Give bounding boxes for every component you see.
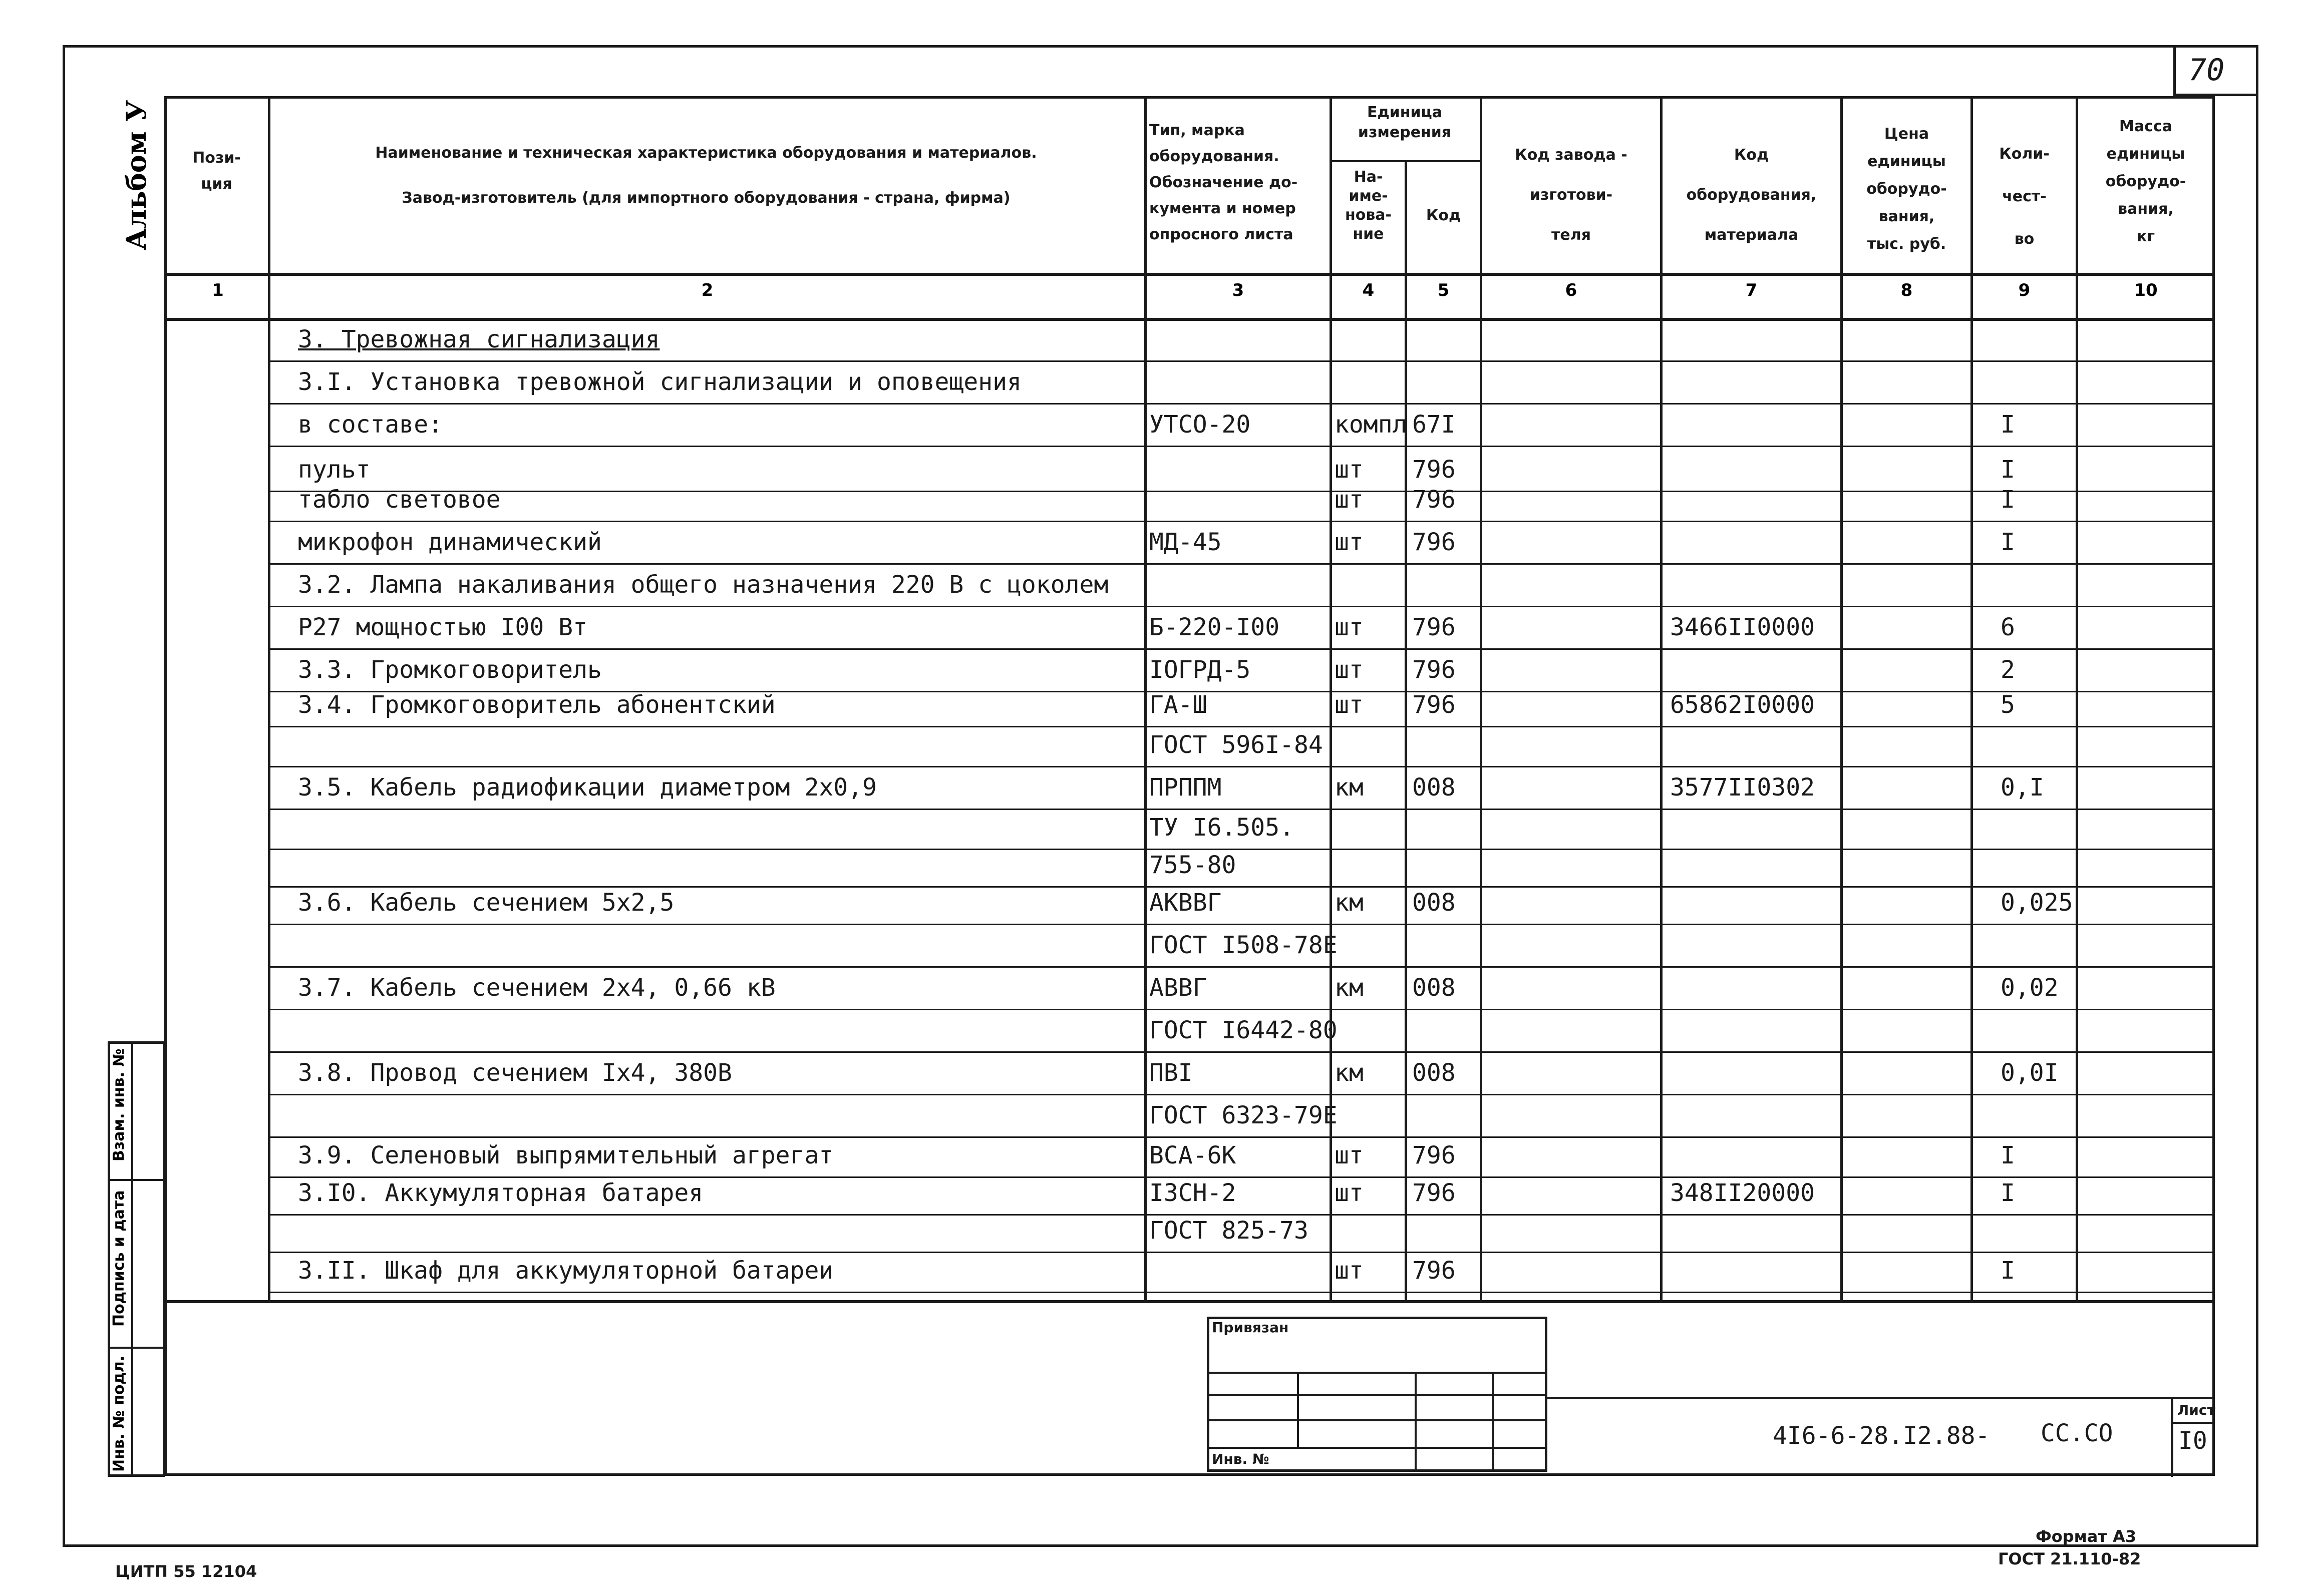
footer-left-code: ЦИТП 55 12104 bbox=[115, 1562, 257, 1581]
row-line bbox=[268, 809, 2215, 810]
col-line-1 bbox=[268, 96, 270, 1303]
colnum-7: 7 bbox=[1745, 280, 1758, 300]
row-name: 3.9. Селеновый выпрямительный агрегат bbox=[298, 1141, 834, 1169]
row-type: ГОСТ 825-73 bbox=[1149, 1217, 1308, 1245]
header-equipment-code: Код оборудования, материала bbox=[1686, 146, 1817, 244]
row-code: 796 bbox=[1412, 691, 1456, 719]
header-bottom-line bbox=[164, 273, 2215, 276]
row-name: 3.4. Громкоговоритель абонентский bbox=[298, 691, 776, 719]
privyazan-line-1 bbox=[1207, 1372, 1547, 1374]
sheet-box-left bbox=[2171, 1397, 2173, 1477]
row-code: 796 bbox=[1412, 1257, 1456, 1285]
side-stamp-podpis: Подпись и дата bbox=[110, 1190, 128, 1327]
colnum-10: 10 bbox=[2134, 280, 2158, 300]
row-name: в составе: bbox=[298, 411, 443, 439]
row-code: 796 bbox=[1412, 656, 1456, 684]
colnum-8: 8 bbox=[1900, 280, 1913, 300]
header-unit-code: Код bbox=[1426, 207, 1461, 224]
header-price: Цена единицы оборудо- вания, тыс. руб. bbox=[1866, 125, 1947, 253]
header-position: Пози- ция bbox=[192, 149, 241, 193]
header-unit-name: На- име- нова- ние bbox=[1345, 168, 1392, 243]
col-line-2 bbox=[1144, 96, 1147, 1303]
privyazan-vline-2 bbox=[1415, 1372, 1417, 1472]
row-line bbox=[268, 1009, 2215, 1010]
row-type: ГОСТ 6323-79Е bbox=[1149, 1101, 1338, 1129]
row-type: МД-45 bbox=[1149, 528, 1222, 556]
row-qty: I bbox=[2001, 411, 2015, 439]
row-code: 796 bbox=[1412, 1141, 1456, 1169]
privyazan-line-2 bbox=[1207, 1394, 1547, 1396]
row-qty: I bbox=[2001, 1179, 2015, 1207]
row-line bbox=[268, 886, 2215, 888]
row-name: 3.II. Шкаф для аккумуляторной батареи bbox=[298, 1257, 834, 1285]
side-stamp-divider bbox=[131, 1041, 133, 1477]
col-line-5 bbox=[1480, 96, 1482, 1303]
colnum-6: 6 bbox=[1565, 280, 1577, 300]
col-line-8 bbox=[1970, 96, 1973, 1303]
header-type: Тип, марка оборудования. Обозначение до- кумента и номер опросного листа bbox=[1149, 122, 1298, 243]
header-quantity: Коли- чест- во bbox=[1999, 145, 2050, 248]
row-type: ПРППМ bbox=[1149, 773, 1222, 802]
row-qty: I bbox=[2001, 1257, 2015, 1285]
row-code: 008 bbox=[1412, 889, 1456, 917]
row-qty: 6 bbox=[2001, 613, 2015, 641]
colnum-1: 1 bbox=[212, 280, 224, 300]
row-qty: 5 bbox=[2001, 691, 2015, 719]
row-unit: шт bbox=[1335, 456, 1364, 484]
side-stamp-vzam: Взам. инв. № bbox=[110, 1048, 128, 1161]
row-type: ГОСТ I6442-80 bbox=[1149, 1016, 1338, 1044]
privyazan-line-4 bbox=[1207, 1447, 1547, 1449]
row-code: 796 bbox=[1412, 528, 1456, 556]
corner-sheet-number: 70 bbox=[2188, 53, 2225, 88]
row-type: ГОСТ 596I-84 bbox=[1149, 731, 1323, 759]
row-unit: км bbox=[1335, 889, 1364, 917]
row-equip_code: 3466II0000 bbox=[1670, 613, 1815, 641]
side-stamp-line-1 bbox=[108, 1179, 165, 1181]
row-qty: 0,0I bbox=[2001, 1059, 2059, 1087]
row-line bbox=[268, 563, 2215, 565]
row-line bbox=[268, 403, 2215, 405]
header-name-line1: Наименование и техническая характеристика оборудования и материалов. bbox=[375, 144, 1037, 162]
row-unit: км bbox=[1335, 974, 1364, 1002]
privyazan-inv: Инв. № bbox=[1212, 1451, 1269, 1467]
row-qty: 0,025 bbox=[2001, 889, 2073, 917]
row-name: 3.8. Провод сечением Iх4, 380В bbox=[298, 1059, 732, 1087]
row-line bbox=[268, 1252, 2215, 1253]
row-name: 3.7. Кабель сечением 2х4, 0,66 кВ bbox=[298, 974, 776, 1002]
header-unit-group: Единица измерения bbox=[1358, 104, 1452, 141]
row-type: УТСО-20 bbox=[1149, 411, 1251, 439]
row-line bbox=[268, 648, 2215, 650]
privyazan-vline-3 bbox=[1492, 1372, 1494, 1472]
row-code: 008 bbox=[1412, 773, 1456, 802]
row-line bbox=[268, 521, 2215, 522]
sheet-number: I0 bbox=[2178, 1427, 2207, 1455]
row-qty: I bbox=[2001, 528, 2015, 556]
row-type: 755-80 bbox=[1149, 851, 1236, 879]
header-mass: Масса единицы оборудо- вания, кг bbox=[2105, 118, 2186, 245]
row-unit: км bbox=[1335, 1059, 1364, 1087]
row-name: микрофон динамический bbox=[298, 528, 602, 556]
row-name: Р27 мощностью I00 Вт bbox=[298, 613, 587, 641]
row-line bbox=[268, 726, 2215, 727]
sheet-label: Лист bbox=[2177, 1402, 2215, 1418]
row-unit: шт bbox=[1335, 656, 1364, 684]
row-unit: шт bbox=[1335, 486, 1364, 514]
row-qty: 2 bbox=[2001, 656, 2015, 684]
row-name: 3.5. Кабель радиофикации диаметром 2х0,9 bbox=[298, 773, 877, 802]
side-stamp-inv-podl: Инв. № подл. bbox=[110, 1355, 128, 1472]
row-unit: шт bbox=[1335, 1141, 1364, 1169]
colnum-bottom-line bbox=[164, 318, 2215, 321]
row-type: АВВГ bbox=[1149, 974, 1207, 1002]
row-name: пульт bbox=[298, 456, 371, 484]
row-type: I3СН-2 bbox=[1149, 1179, 1236, 1207]
row-code: 008 bbox=[1412, 974, 1456, 1002]
row-type: АКВВГ bbox=[1149, 889, 1222, 917]
row-equip_code: 65862I0000 bbox=[1670, 691, 1815, 719]
privyazan-vline-1 bbox=[1297, 1372, 1299, 1447]
row-qty: I bbox=[2001, 486, 2015, 514]
document-mark: СС.СО bbox=[2041, 1419, 2113, 1447]
col-line-7 bbox=[1840, 96, 1843, 1303]
row-line bbox=[268, 924, 2215, 925]
footer-gost: ГОСТ 21.110-82 bbox=[1998, 1549, 2141, 1568]
col-line-4 bbox=[1405, 160, 1407, 1303]
row-line bbox=[268, 966, 2215, 968]
row-code: 796 bbox=[1412, 613, 1456, 641]
row-name: 3. Тревожная сигнализация bbox=[298, 325, 660, 353]
col-line-9 bbox=[2076, 96, 2078, 1303]
row-line bbox=[268, 849, 2215, 850]
row-name: 3.2. Лампа накаливания общего назначения 220 В с цоколем bbox=[298, 571, 1109, 599]
album-label: Альбом У bbox=[120, 100, 152, 250]
row-name: 3.I. Установка тревожной сигнализации и оповещения bbox=[298, 368, 1022, 396]
row-equip_code: 348II20000 bbox=[1670, 1179, 1815, 1207]
colnum-2: 2 bbox=[701, 280, 714, 300]
row-type: IОГРД-5 bbox=[1149, 656, 1251, 684]
colnum-9: 9 bbox=[2018, 280, 2031, 300]
row-line bbox=[268, 1051, 2215, 1053]
row-code: 796 bbox=[1412, 486, 1456, 514]
header-factory-code: Код завода - изготови- теля bbox=[1515, 146, 1627, 244]
row-line bbox=[268, 1094, 2215, 1095]
row-unit: км bbox=[1335, 773, 1364, 802]
colnum-4: 4 bbox=[1362, 280, 1375, 300]
row-type: ГА-Ш bbox=[1149, 691, 1207, 719]
row-line bbox=[268, 446, 2215, 447]
row-code: 008 bbox=[1412, 1059, 1456, 1087]
row-unit: шт bbox=[1335, 691, 1364, 719]
row-line bbox=[268, 766, 2215, 767]
row-unit: шт bbox=[1335, 1179, 1364, 1207]
header-name-line2: Завод-изготовитель (для импортного оборудования - страна, фирма) bbox=[402, 189, 1011, 207]
row-unit: шт bbox=[1335, 528, 1364, 556]
row-line bbox=[268, 360, 2215, 362]
row-type: Б-220-I00 bbox=[1149, 613, 1280, 641]
document-code: 4I6-6-28.I2.88- bbox=[1773, 1422, 1990, 1450]
row-qty: I bbox=[2001, 1141, 2015, 1169]
row-equip_code: 3577II0302 bbox=[1670, 773, 1815, 802]
side-stamp-line-2 bbox=[108, 1347, 165, 1349]
row-name: табло световое bbox=[298, 486, 501, 514]
row-code: 796 bbox=[1412, 1179, 1456, 1207]
row-type: ВСА-6К bbox=[1149, 1141, 1236, 1169]
sheet-box-mid bbox=[2171, 1422, 2215, 1424]
titleblock-code-line bbox=[1547, 1397, 2215, 1399]
row-qty: 0,02 bbox=[2001, 974, 2059, 1002]
row-line bbox=[268, 1176, 2215, 1178]
row-unit: шт bbox=[1335, 1257, 1364, 1285]
row-type: ПВI bbox=[1149, 1059, 1193, 1087]
row-line bbox=[268, 606, 2215, 607]
row-line bbox=[268, 1292, 2215, 1293]
row-type: ТУ I6.505. bbox=[1149, 814, 1294, 842]
footer-format: Формат А3 bbox=[2036, 1527, 2137, 1546]
colnum-5: 5 bbox=[1437, 280, 1450, 300]
row-unit: компл bbox=[1335, 411, 1407, 439]
row-code: 67I bbox=[1412, 411, 1456, 439]
row-qty: I bbox=[2001, 456, 2015, 484]
row-line bbox=[268, 1214, 2215, 1216]
colnum-3: 3 bbox=[1232, 280, 1244, 300]
row-line bbox=[268, 491, 2215, 492]
privyazan-line-3 bbox=[1207, 1419, 1547, 1421]
row-line bbox=[268, 1136, 2215, 1138]
row-unit: шт bbox=[1335, 613, 1364, 641]
row-type: ГОСТ I508-78Е bbox=[1149, 931, 1338, 959]
row-name: 3.6. Кабель сечением 5х2,5 bbox=[298, 889, 675, 917]
col-line-6 bbox=[1660, 96, 1663, 1303]
privyazan-title: Привязан bbox=[1212, 1319, 1289, 1336]
row-qty: 0,I bbox=[2001, 773, 2044, 802]
row-name: 3.I0. Аккумуляторная батарея bbox=[298, 1179, 704, 1207]
row-name: 3.3. Громкоговоритель bbox=[298, 656, 602, 684]
row-code: 796 bbox=[1412, 456, 1456, 484]
